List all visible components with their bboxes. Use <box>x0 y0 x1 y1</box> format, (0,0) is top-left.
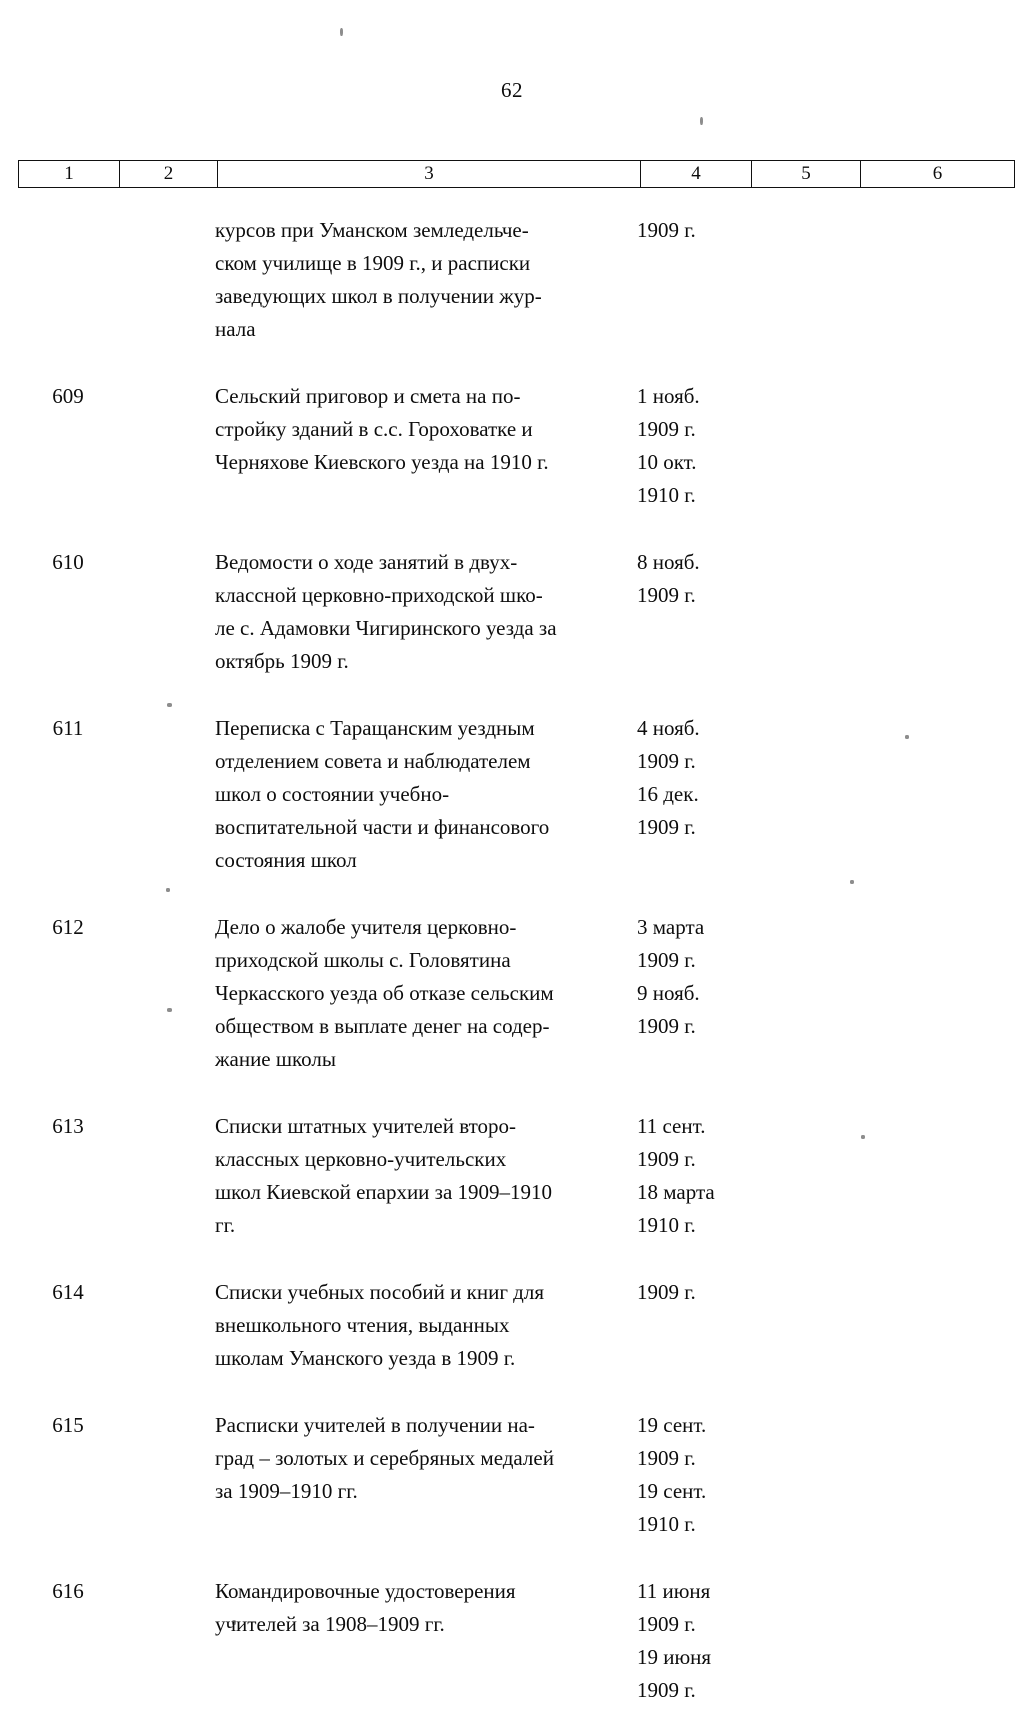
row-date-line: 1909 г. <box>637 417 696 441</box>
row-spacer-cell <box>637 1541 747 1575</box>
row-spacer-cell <box>747 877 855 911</box>
row-spacer-cell <box>747 1541 855 1575</box>
row-dates <box>637 911 747 1076</box>
row-date-line: 1 нояб. <box>637 384 700 408</box>
row-column-2 <box>118 546 215 678</box>
row-date-line: 1910 г. <box>637 483 696 507</box>
table-row[interactable] <box>18 214 1008 346</box>
row-column-6 <box>855 1276 1008 1375</box>
row-date-line: 1909 г. <box>637 948 696 972</box>
table-row[interactable] <box>18 1409 1008 1541</box>
row-spacer-cell <box>637 1375 747 1409</box>
row-title <box>215 712 637 877</box>
row-item-number: 615 <box>52 1413 84 1437</box>
row-date-line: 1909 г. <box>637 1446 696 1470</box>
row-title-line: приходской школы с. Головятина <box>215 948 511 972</box>
row-spacer-cell <box>18 1541 118 1575</box>
row-spacer-cell <box>215 678 637 712</box>
row-item-number: 616 <box>52 1579 84 1603</box>
row-dates <box>637 1276 747 1375</box>
row-spacer <box>18 1076 1008 1110</box>
row-spacer-cell <box>855 346 1008 380</box>
column-header-5: 5 <box>752 161 861 188</box>
row-date-line: 1909 г. <box>637 583 696 607</box>
column-number-header-row <box>18 160 1015 188</box>
row-spacer-cell <box>118 1076 215 1110</box>
row-spacer-cell <box>215 877 637 911</box>
row-column-5 <box>747 1276 855 1375</box>
scan-speck <box>340 28 343 36</box>
row-date-line: 4 нояб. <box>637 716 700 740</box>
row-spacer-cell <box>747 346 855 380</box>
row-title-line: Сельский приговор и смета на по- <box>215 384 521 408</box>
row-column-5 <box>747 1575 855 1707</box>
row-column-6 <box>855 380 1008 512</box>
column-header-6: 6 <box>861 161 1015 188</box>
row-date-line: 18 марта <box>637 1180 715 1204</box>
row-date-line: 1909 г. <box>637 1612 696 1636</box>
row-column-2 <box>118 1110 215 1242</box>
column-header-4: 4 <box>641 161 752 188</box>
row-column-2 <box>118 214 215 346</box>
row-dates <box>637 1409 747 1541</box>
row-spacer <box>18 1541 1008 1575</box>
row-spacer-cell <box>637 877 747 911</box>
row-spacer-cell <box>747 1375 855 1409</box>
row-title <box>215 1276 637 1375</box>
row-column-6 <box>855 1409 1008 1541</box>
row-spacer-cell <box>855 678 1008 712</box>
row-spacer-cell <box>18 1242 118 1276</box>
page-number: 62 <box>501 78 523 102</box>
row-title <box>215 1575 637 1707</box>
row-column-6 <box>855 214 1008 346</box>
row-title-line: Черкасского уезда об отказе сельским <box>215 981 554 1005</box>
row-column-5 <box>747 911 855 1076</box>
row-spacer-cell <box>18 512 118 546</box>
row-title-line: ле с. Адамовки Чигиринского уезда за <box>215 616 557 640</box>
row-spacer <box>18 1375 1008 1409</box>
row-title-line: Дело о жалобе учителя церковно- <box>215 915 517 939</box>
row-title-line: обществом в выплате денег на содер- <box>215 1014 550 1038</box>
row-spacer-cell <box>855 1375 1008 1409</box>
row-spacer-cell <box>118 1541 215 1575</box>
row-title-line: октябрь 1909 г. <box>215 649 349 673</box>
row-date-line: 19 сент. <box>637 1413 707 1437</box>
row-spacer-cell <box>18 877 118 911</box>
row-spacer-cell <box>118 678 215 712</box>
row-spacer <box>18 346 1008 380</box>
row-date-line: 1909 г. <box>637 749 696 773</box>
inventory-body <box>18 214 1008 1707</box>
row-title-line: гг. <box>215 1213 236 1237</box>
row-title <box>215 911 637 1076</box>
row-spacer-cell <box>18 346 118 380</box>
row-title-line: классных церковно-учительских <box>215 1147 507 1171</box>
row-column-2 <box>118 712 215 877</box>
row-title-line: Расписки учителей в получении на- <box>215 1413 535 1437</box>
row-date-line: 1909 г. <box>637 1280 696 1304</box>
row-title-line: учителей за 1908–1909 гг. <box>215 1612 445 1636</box>
row-column-5 <box>747 214 855 346</box>
row-spacer-cell <box>118 346 215 380</box>
row-dates <box>637 380 747 512</box>
table-row[interactable] <box>18 1276 1008 1375</box>
row-dates <box>637 214 747 346</box>
row-date-line: 19 сент. <box>637 1479 707 1503</box>
row-spacer-cell <box>855 1242 1008 1276</box>
table-row[interactable] <box>18 546 1008 678</box>
row-title-line: заведующих школ в получении жур- <box>215 284 542 308</box>
row-spacer <box>18 678 1008 712</box>
row-column-5 <box>747 380 855 512</box>
row-date-line: 9 нояб. <box>637 981 700 1005</box>
row-title-line: ском училище в 1909 г., и расписки <box>215 251 531 275</box>
row-column-6 <box>855 546 1008 678</box>
column-header-1: 1 <box>19 161 120 188</box>
row-title-line: град – золотых и серебряных медалей <box>215 1446 554 1470</box>
column-header-2: 2 <box>120 161 218 188</box>
row-column-2 <box>118 911 215 1076</box>
row-title-line: состояния школ <box>215 848 357 872</box>
row-date-line: 1910 г. <box>637 1213 696 1237</box>
row-spacer-cell <box>118 1242 215 1276</box>
table-row[interactable] <box>18 380 1008 512</box>
row-date-line: 1909 г. <box>637 218 696 242</box>
row-title-line: нала <box>215 317 256 341</box>
row-item-number: 609 <box>52 384 84 408</box>
row-title-line: Ведомости о ходе занятий в двух- <box>215 550 518 574</box>
row-column-6 <box>855 911 1008 1076</box>
row-title-line: отделением совета и наблюдателем <box>215 749 531 773</box>
row-spacer-cell <box>855 1076 1008 1110</box>
row-column-2 <box>118 1409 215 1541</box>
row-title-line: Черняхове Киевского уезда на 1910 г. <box>215 450 549 474</box>
scan-speck <box>700 117 703 125</box>
row-title-line: стройку зданий в с.с. Гороховатке и <box>215 417 533 441</box>
row-date-line: 1909 г. <box>637 815 696 839</box>
row-spacer-cell <box>118 512 215 546</box>
row-date-line: 1909 г. <box>637 1014 696 1038</box>
row-spacer-cell <box>637 346 747 380</box>
row-spacer-cell <box>18 678 118 712</box>
row-date-line: 1909 г. <box>637 1678 696 1702</box>
table-row[interactable] <box>18 1110 1008 1242</box>
row-spacer-cell <box>855 877 1008 911</box>
row-column-5 <box>747 1110 855 1242</box>
row-title-line: школ Киевской епархии за 1909–1910 <box>215 1180 553 1204</box>
row-spacer <box>18 877 1008 911</box>
row-title-line: школам Уманского уезда в 1909 г. <box>215 1346 516 1370</box>
row-item-number: 610 <box>52 550 84 574</box>
row-title-line: Списки штатных учителей второ- <box>215 1114 517 1138</box>
row-column-5 <box>747 1409 855 1541</box>
row-date-line: 8 нояб. <box>637 550 700 574</box>
row-date-line: 16 дек. <box>637 782 699 806</box>
row-column-5 <box>747 546 855 678</box>
row-column-6 <box>855 712 1008 877</box>
row-title-line: за 1909–1910 гг. <box>215 1479 358 1503</box>
row-date-line: 11 июня <box>637 1579 711 1603</box>
row-spacer-cell <box>118 1375 215 1409</box>
row-dates <box>637 546 747 678</box>
row-title-line: Переписка с Таращанским уездным <box>215 716 535 740</box>
row-date-line: 19 июня <box>637 1645 712 1669</box>
row-dates <box>637 1575 747 1707</box>
row-spacer-cell <box>747 1076 855 1110</box>
row-spacer-cell <box>637 1076 747 1110</box>
row-dates <box>637 1110 747 1242</box>
row-spacer-cell <box>747 512 855 546</box>
row-title-line: школ о состоянии учебно- <box>215 782 450 806</box>
row-title-line: Командировочные удостоверения <box>215 1579 516 1603</box>
row-spacer-cell <box>747 678 855 712</box>
row-spacer-cell <box>215 1076 637 1110</box>
row-spacer-cell <box>215 1541 637 1575</box>
row-spacer <box>18 512 1008 546</box>
row-title <box>215 1110 637 1242</box>
row-title-line: курсов при Уманском земледельче- <box>215 218 529 242</box>
row-title-line: классной церковно-приходской шко- <box>215 583 543 607</box>
row-column-6 <box>855 1110 1008 1242</box>
row-date-line: 10 окт. <box>637 450 697 474</box>
row-spacer-cell <box>855 512 1008 546</box>
row-title-line: воспитательной части и финансового <box>215 815 550 839</box>
row-column-2 <box>118 380 215 512</box>
row-title-line: внешкольного чтения, выданных <box>215 1313 510 1337</box>
row-column-2 <box>118 1276 215 1375</box>
row-spacer-cell <box>18 1076 118 1110</box>
row-dates <box>637 712 747 877</box>
row-spacer-cell <box>637 1242 747 1276</box>
row-title <box>215 546 637 678</box>
row-date-line: 3 марта <box>637 915 705 939</box>
row-column-2 <box>118 1575 215 1707</box>
row-spacer-cell <box>118 877 215 911</box>
row-spacer-cell <box>215 512 637 546</box>
inventory-table <box>18 160 1008 1707</box>
row-spacer-cell <box>747 1242 855 1276</box>
table-row[interactable] <box>18 712 1008 877</box>
row-spacer-cell <box>215 1242 637 1276</box>
row-item-number: 614 <box>52 1280 84 1304</box>
row-title-line: Списки учебных пособий и книг для <box>215 1280 545 1304</box>
column-header-3: 3 <box>218 161 641 188</box>
row-item-number: 613 <box>52 1114 84 1138</box>
row-item-number <box>18 214 118 346</box>
row-title <box>215 1409 637 1541</box>
row-spacer-cell <box>637 678 747 712</box>
table-row[interactable] <box>18 1575 1008 1707</box>
row-column-5 <box>747 712 855 877</box>
row-date-line: 1910 г. <box>637 1512 696 1536</box>
row-column-6 <box>855 1575 1008 1707</box>
row-item-number: 611 <box>52 716 84 740</box>
row-spacer <box>18 1242 1008 1276</box>
row-title <box>215 214 637 346</box>
table-row[interactable] <box>18 911 1008 1076</box>
row-spacer-cell <box>215 1375 637 1409</box>
row-date-line: 1909 г. <box>637 1147 696 1171</box>
row-spacer-cell <box>637 512 747 546</box>
row-spacer-cell <box>215 346 637 380</box>
row-title <box>215 380 637 512</box>
row-spacer-cell <box>18 1375 118 1409</box>
row-spacer-cell <box>855 1541 1008 1575</box>
row-date-line: 11 сент. <box>637 1114 706 1138</box>
row-item-number: 612 <box>52 915 84 939</box>
row-title-line: жание школы <box>215 1047 336 1071</box>
